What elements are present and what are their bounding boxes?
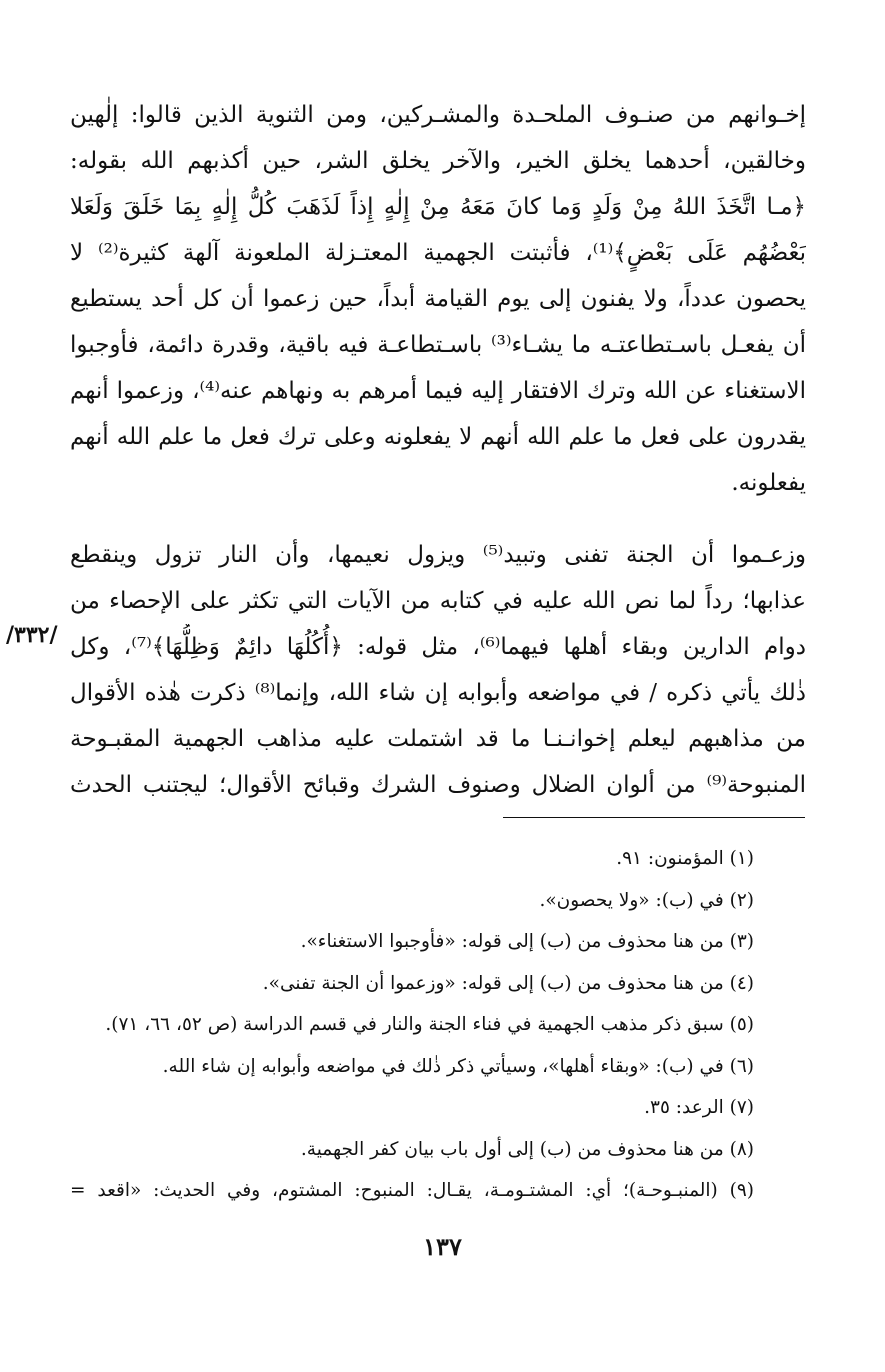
footnotes	[70, 838, 754, 1212]
footnote: (٣) من هنا محذوف من (ب) إلى قوله: «فأوجبوا الاستغناء».	[300, 931, 754, 952]
text-line: من مذاهبهم ليعلم إخوانـنـا ما قد اشتملت عليه مذاهب الجهمية المقبـوحة	[70, 726, 806, 752]
page-number: ١٣٧	[423, 1232, 462, 1261]
text-line: الاستغناء عن الله وترك الافتقار إليه فيما أمرهم به ونهاهم عنه⁽⁴⁾، وزعموا أنهم	[70, 378, 806, 404]
text-line: وخالقين، أحدهما يخلق الخير، والآخر يخلق الشر، حين أكذبهم الله بقوله:	[70, 148, 806, 174]
footnote-separator	[503, 817, 805, 818]
manuscript-folio-marker: /٣٣٢/	[6, 622, 58, 648]
text-line: يفعلونه.	[731, 470, 806, 496]
text-line: ذٰلك يأتي ذكره / في مواضعه وأبوابه إن شاء الله، وإنما⁽⁸⁾ ذكرت هٰذه الأقوال	[70, 680, 806, 706]
text-line: المنبوحة⁽⁹⁾ من ألوان الضلال وصنوف الشرك وقبائح الأقوال؛ ليجتنب الحدث	[70, 772, 806, 798]
footnote: (٩) (المنبـوحـة)؛ أي: المشتـومـة، يقـال: المنبوح: المشتوم، وفي الحديث: «اقعد =	[70, 1180, 754, 1201]
footnote: (١) المؤمنون: ٩١.	[616, 848, 754, 869]
footnote: (٧) الرعد: ٣٥.	[644, 1097, 754, 1118]
footnote: (٦) في (ب): «وبقاء أهلها»، وسيأتي ذكر ذٰلك في مواضعه وأبوابه إن شاء الله.	[162, 1055, 754, 1077]
text-line: أن يفعـل باسـتطاعتـه ما يشـاء⁽³⁾ باسـتطاعـة فيه باقية، وقدرة دائمة، فأوجبوا	[70, 332, 806, 358]
footnote: (٤) من هنا محذوف من (ب) إلى قوله: «وزعموا أن الجنة تفنى».	[262, 972, 754, 994]
text-line: دوام الدارين وبقاء أهلها فيهما⁽⁶⁾، مثل قوله: ﴿أُكُلُهَا دائِمٌ وَظِلُّهَا﴾⁽⁷⁾، وكل	[70, 634, 806, 660]
text-line: إخـوانهم من صنـوف الملحـدة والمشـركين، ومن الثنوية الذين قالوا: إلٰهين	[70, 102, 806, 128]
text-line: يقدرون على فعل ما علم الله أنهم لا يفعلونه وعلى ترك فعل ما علم الله أنهم	[70, 424, 806, 450]
footnote: (٨) من هنا محذوف من (ب) إلى أول باب بيان كفر الجهمية.	[300, 1138, 754, 1160]
text-line: يحصون عدداً، ولا يفنون إلى يوم القيامة أبداً، حين زعموا أن كل أحد يستطيع	[70, 286, 806, 312]
footnote: (٥) سبق ذكر مذهب الجهمية في فناء الجنة والنار في قسم الدراسة (ص ٥٢، ٦٦، ٧١).	[105, 1014, 754, 1035]
text-line: بَعْضُهُم عَلَى بَعْضٍ﴾⁽¹⁾، فأثبتت الجهمية المعتـزلة الملعونة آلهة كثيرة⁽²⁾ لا	[70, 240, 806, 266]
text-line: عذابها؛ رداً لما نص الله عليه في كتابه من الآيات التي تكثر على الإحصاء من	[70, 588, 806, 614]
text-line: وزعـموا أن الجنة تفنى وتبيد⁽⁵⁾ ويزول نعيمها، وأن النار تزول وينقطع	[70, 542, 806, 568]
footnote: (٢) في (ب): «ولا يحصون».	[539, 889, 754, 911]
paragraph-gap	[70, 506, 806, 532]
main-text	[70, 92, 806, 808]
text-line: ﴿مـا اتَّخَذَ اللهُ مِنْ وَلَدٍ وَما كانَ مَعَهُ مِنْ إِلٰهٍ إِذاً لَذَهَبَ كُلُّ إِلٰهٍ بِمَا خَلَقَ وَلَعَلا	[70, 194, 806, 220]
